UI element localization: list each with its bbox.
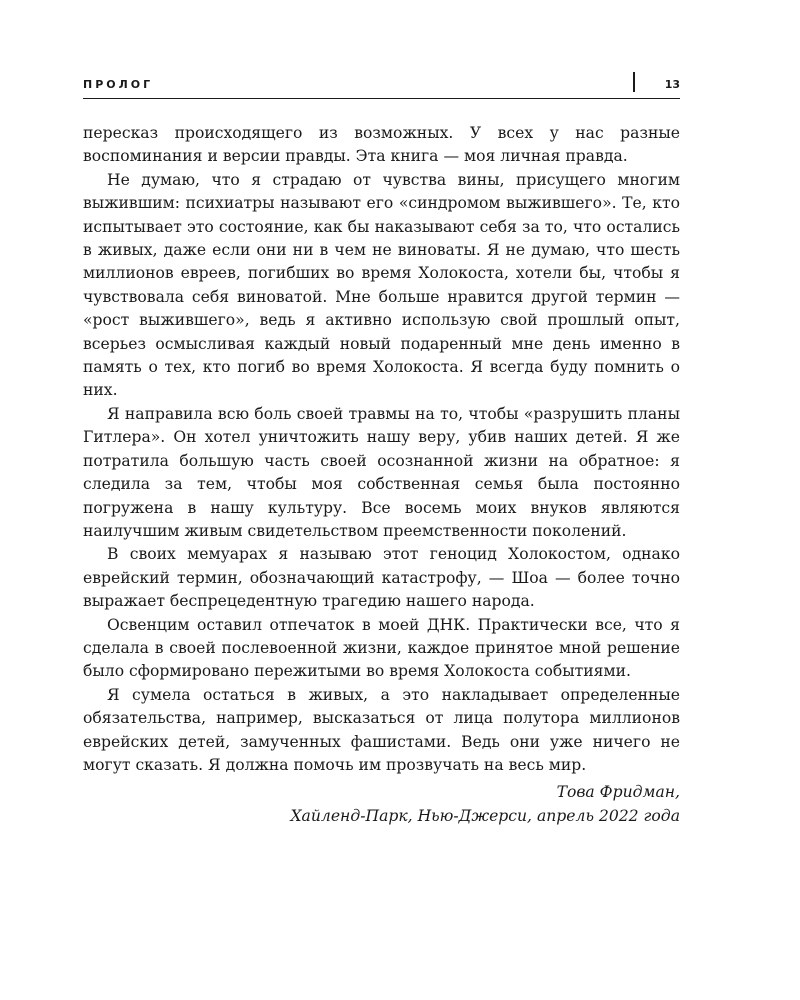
paragraph: Освенцим оставил отпечаток в моей ДНК. Практически все, что я сделала в своей послевоенной жизни, каждое принятое мной решение было сформировано пережитыми во время Холокоста событиями. [83, 615, 680, 681]
body-text [83, 122, 680, 828]
paragraph: В своих мемуарах я называю этот геноцид Холокостом, однако еврейский термин, обозначающий катастрофу, — Шоа — более точно выражает беспрецедентную трагедию нашего народа. [83, 545, 680, 611]
paragraph: Я сумела остаться в живых, а это накладывает определенные обязательства, например, высказаться от лица полутора миллионов еврейских детей, замученных фашистами. Ведь они уже ничего не могут сказать. Я должна помочь им прозвучать на весь мир. [83, 685, 680, 774]
paragraph: Я направила всю боль своей травмы на то, чтобы «разрушить планы Гитлера». Он хотел уничтожить нашу веру, убив наших детей. Я же потратила большую часть своей осознанной жизни на обратное: я следила за тем, чтобы моя собственная семья была постоянно погружена в нашу культуру. Все восемь моих внуков являются наилучшим живым свидетельством преемственности поколений. [83, 404, 680, 540]
header-divider [633, 72, 635, 92]
page-number: 13 [664, 78, 680, 91]
signature [83, 781, 680, 828]
signature-author: Това Фридман, [556, 783, 680, 802]
paragraph: Не думаю, что я страдаю от чувства вины, присущего многим выжившим: психиатры называют его «синдромом выжившего». Те, кто испытывает это состояние, как бы наказывают себя за то, что остались в живых, даже если они ни в чем не виноваты. Я не думаю, что шесть миллионов евреев, погибших во время Холокоста, хотели бы, чтобы я чувствовала себя виноватой. Мне больше нравится другой термин — «рост выжившего», ведь я активно использую свой прошлый опыт, всерьез осмысливая каждый новый подаренный мне день именно в память о тех, кто погиб во время Холокоста. Я всегда буду помнить о них. [83, 170, 680, 400]
signature-place-date: Хайленд-Парк, Нью-Джерси, апрель 2022 года [290, 806, 680, 825]
section-title: ПРОЛОГ [83, 78, 154, 91]
running-header [83, 72, 680, 99]
paragraph: пересказ происходящего из возможных. У всех у нас разные воспоминания и версии правды. Эта книга — моя личная правда. [83, 124, 680, 166]
